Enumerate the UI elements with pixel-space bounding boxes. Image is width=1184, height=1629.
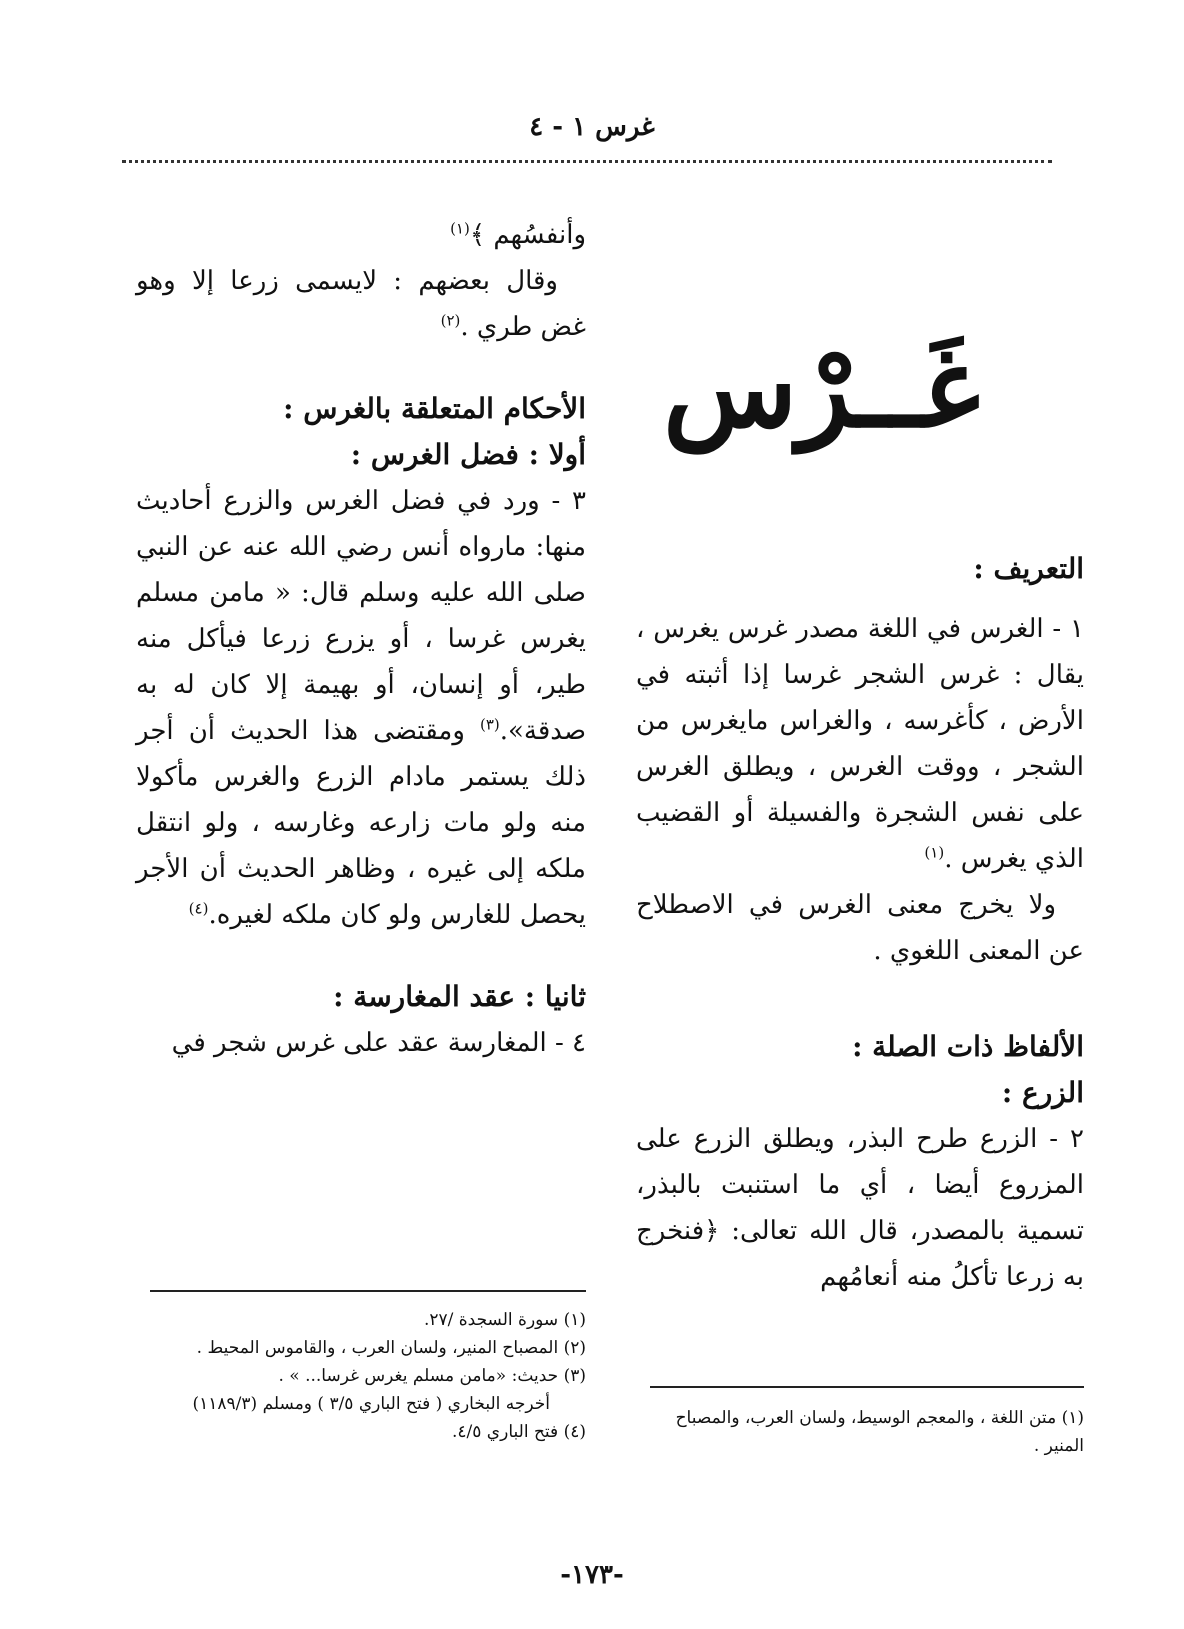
footnote-divider <box>150 1290 586 1292</box>
definition-paragraph: ١ - الغرس في اللغة مصدر غرس يغرس ، يقال : غرس الشجر غرسا إذا أثبته في الأرض ، كأغرسه ، والغراس مايغرس من الشجر ، ووقت الغرس ، ويطلق الغرس على نفس الشجرة والفسيلة أو القضيب الذي يغرس .$^{(١)}$ <box>636 614 1084 874</box>
zar-subheading: الزرع : <box>1001 1076 1084 1109</box>
mugharasa-paragraph: ٤ - المغارسة عقد على غرس شجر في <box>171 1028 586 1058</box>
footnote-item: (٤) فتح الباري ٤/٥. <box>452 1422 586 1442</box>
footnote-item: (١) سورة السجدة /٢٧. <box>423 1310 586 1330</box>
footnotes-left <box>150 1290 586 1446</box>
footnote-divider <box>650 1386 1084 1388</box>
left-column <box>136 212 586 1066</box>
terminology-paragraph: ولا يخرج معنى الغرس في الاصطلاح عن المعنى اللغوي . <box>636 890 1084 966</box>
footnote-ref: (٣) <box>479 715 500 734</box>
definition-heading: التعريف : <box>973 552 1084 585</box>
footnote-ref: (٤) <box>188 899 209 918</box>
footnote-item: (٣) حديث: «مامن مسلم يغرس غرسا... » . <box>278 1366 586 1386</box>
right-column <box>636 330 1084 1300</box>
entry-title: غَــرْس <box>663 323 980 452</box>
page-number: -١٧٣- <box>560 1560 624 1590</box>
footnote-item: (١) متن اللغة ، والمعجم الوسيط، ولسان العرب، والمصباح المنير . <box>675 1408 1084 1456</box>
verse-continuation: وأنفسُهم ﴾$^{(١)}$ <box>450 219 586 250</box>
rulings-heading: الأحكام المتعلقة بالغرس : <box>283 392 586 425</box>
mugharasa-heading: ثانيا : عقد المغارسة : <box>333 980 586 1013</box>
footnotes-right <box>650 1386 1084 1460</box>
zar-paragraph: ٢ - الزرع طرح البذر، ويطلق الزرع على المزروع أيضا ، أي ما استنبت بالبذر، تسمية بالمصدر، قال الله تعالى: ﴿فنخرج به زرعا تأكلُ منه أنعامُهم <box>636 1124 1084 1292</box>
footnote-ref: (١) <box>450 219 470 238</box>
related-terms-heading: الألفاظ ذات الصلة : <box>852 1030 1084 1063</box>
virtue-heading: أولا : فضل الغرس : <box>350 438 586 471</box>
running-header: غرس ١ - ٤ <box>529 112 655 142</box>
footnote-item: (٢) المصباح المنير، ولسان العرب ، والقاموس المحيط . <box>196 1338 586 1358</box>
header-divider <box>122 160 1052 163</box>
virtue-paragraph: ٣ - ورد في فضل الغرس والزرع أحاديث منها: مارواه أنس رضي الله عنه عن النبي صلى الله عليه وسلم قال: « مامن مسلم يغرس غرسا ، أو يزرع زرعا فيأكل منه طير، أو إنسان، أو بهيمة إلا كان له به صدقة».$^{(٣)}$ ومقتضى هذا الحديث أن أجر ذلك يستمر مادام الزرع والغرس مأكولا منه ولو مات زارعه وغارسه ، ولو انتقل ملكه إلى غيره ، وظاهر الحديث أن الأجر يحصل للغارس ولو كان ملكه لغيره.$^{(٤)}$ <box>136 486 587 930</box>
opinion-paragraph: وقال بعضهم : لايسمى زرعا إلا وهو غض طري .$^{(٢)}$ <box>136 266 586 342</box>
footnote-item: أخرجه البخاري ( فتح الباري ٣/٥ ) ومسلم (١١٨٩/٣) <box>192 1394 550 1414</box>
footnote-ref: (١) <box>924 843 945 862</box>
footnote-ref: (٢) <box>440 311 461 330</box>
